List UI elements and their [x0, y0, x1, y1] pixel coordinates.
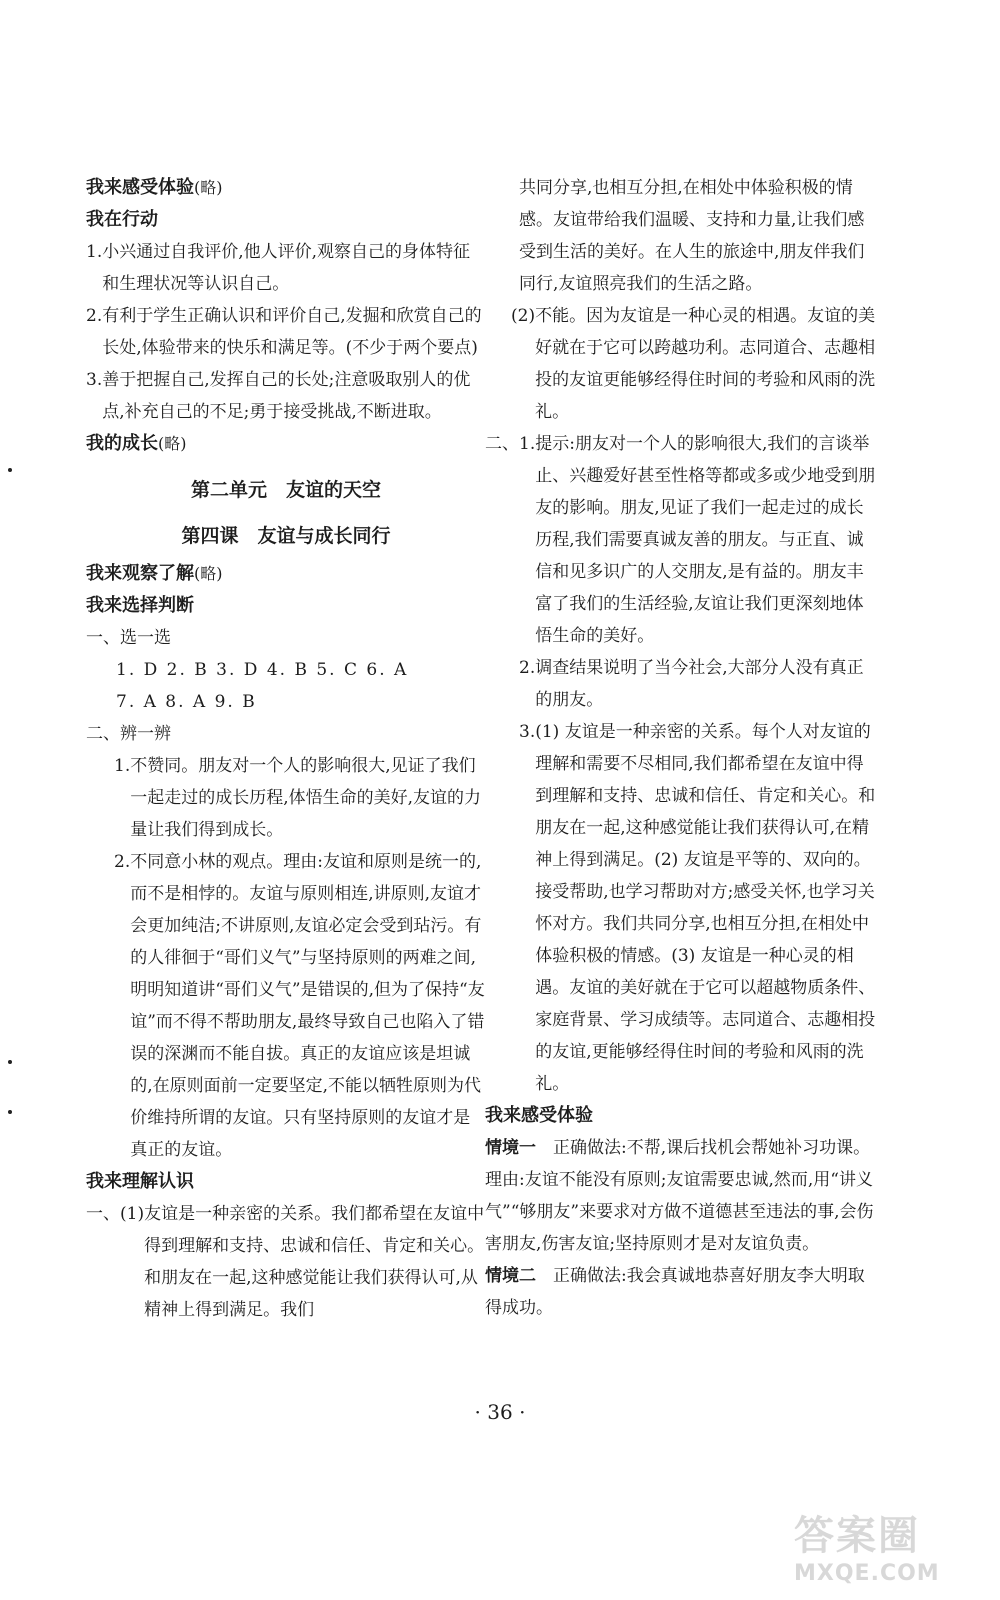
item-text: 友谊是一种亲密的关系。我们都希望在友谊中得到理解和支持、忠诚和信任、肯定和关心。和朋友在一起,这种感觉能让我们获得认可,从精神上得到满足。我们 — [144, 1204, 485, 1320]
list-item — [86, 750, 486, 846]
section-heading — [86, 172, 486, 204]
heading-note: (略) — [194, 564, 223, 583]
item-number: 2. — [114, 852, 131, 872]
item-text: 不能。因为友谊是一种心灵的相遇。友谊的美好就在于它可以跨越功利。志同道合、志趣相投的友谊更能够经得住时间的考验和风雨的洗礼。 — [535, 306, 876, 422]
item-number: 1. — [86, 242, 103, 262]
item-text: 调查结果说明了当今社会,大部分人没有真正的朋友。 — [535, 658, 864, 710]
section-heading: 我来选择判断 — [86, 595, 194, 616]
page-number: · 36 · — [474, 1400, 526, 1424]
paragraph: 共同分享,也相互分担,在相处中体验积极的情感。友谊带给我们温暖、支持和力量,让我们感受到生活的美好。在人生的旅途中,朋友伴我们同行,友谊照亮我们的生活之路。 — [519, 178, 865, 294]
item-text: 不同意小林的观点。理由:友谊和原则是统一的,而不是相悖的。友谊与原则相连,讲原则,友谊才会更加纯洁;不讲原则,友谊必定会受到玷污。有的人徘徊于“哥们义气”与坚持原则的两难之间,明明知道讲“哥们义气”是错误的,但为了保持“友谊”而不得不帮助朋友,最终导致自己也陷入了错误的深渊而不能自拔。真正的友谊应该是坦诚的,在原则面前一定要坚定,不能以牺牲原则为代价维持所谓的友谊。只有坚持原则的友谊才是真正的友谊。 — [130, 852, 485, 1160]
item-text: (1) 友谊是一种亲密的关系。每个人对友谊的理解和需要不尽相同,我们都希望在友谊中得到理解和支持、忠诚和信任、肯定和关心。和朋友在一起,这种感觉能让我们获得认可,在精神上得到满足。(2) 友谊是平等的、双向的。接受帮助,也学习帮助对方;感受关怀,也学习关怀对方。我们共同分享,也相互分担,在相处中体验积极的情感。(3) 友谊是一种心灵的相遇。友谊的美好就在于它可以超越物质条件、家庭背景、学习成绩等。志同道合、志趣相投的友谊,更能够经得住时间的考验和风雨的洗礼。 — [535, 722, 876, 1094]
item-number: (2) — [511, 306, 536, 326]
item-number: 二、1. — [485, 434, 536, 454]
item-number: 2. — [519, 658, 536, 678]
heading-note: (略) — [158, 434, 187, 453]
situation-label: 情境二 — [485, 1266, 536, 1286]
item-number: 2. — [86, 306, 103, 326]
list-item — [485, 652, 880, 716]
answer-line: 7. A 8. A 9. B — [116, 692, 257, 712]
list-item — [86, 846, 486, 1166]
section-heading — [86, 428, 486, 460]
item-number: 一、(1) — [86, 1204, 145, 1224]
list-item — [86, 236, 486, 300]
heading-text: 我的成长 — [86, 433, 158, 454]
watermark-text: 答案圈 — [794, 1513, 920, 1559]
answer-line: 1. D 2. B 3. D 4. B 5. C 6. A — [116, 660, 409, 680]
item-text: 小兴通过自我评价,他人评价,观察自己的身体特征和生理状况等认识自己。 — [102, 242, 471, 294]
item-number: 1. — [114, 756, 131, 776]
left-column — [86, 172, 486, 1326]
list-item — [86, 300, 486, 364]
section-heading — [86, 558, 486, 590]
list-item — [485, 716, 880, 1100]
subsection-label: 二、辨一辨 — [86, 724, 171, 744]
heading-text: 我来观察了解 — [86, 563, 194, 584]
situation-label: 情境一 — [485, 1138, 536, 1158]
list-item — [86, 1198, 486, 1326]
unit-title: 第二单元 友谊的天空 — [190, 479, 381, 501]
item-text: 提示:朋友对一个人的影响很大,我们的言谈举止、兴趣爱好甚至性格等都或多或少地受到朋友的影响。朋友,见证了我们一起走过的成长历程,我们需要真诚友善的朋友。与正直、诚信和见多识广的人交朋友,是有益的。朋友丰富了我们的生活经验,友谊让我们更深刻地体悟生命的美好。 — [535, 434, 876, 646]
section-heading: 我在行动 — [86, 209, 158, 230]
list-item — [86, 364, 486, 428]
item-text: 不赞同。朋友对一个人的影响很大,见证了我们一起走过的成长历程,体悟生命的美好,友谊的力量让我们得到成长。 — [130, 756, 482, 840]
list-item — [485, 428, 880, 652]
situation-two — [485, 1260, 880, 1324]
list-item — [485, 300, 880, 428]
margin-mark — [8, 1110, 12, 1114]
situation-text: 正确做法:我会真诚地恭喜好朋友李大明取得成功。 — [485, 1266, 865, 1318]
heading-note: (略) — [194, 178, 223, 197]
watermark-logo — [794, 1504, 974, 1586]
section-heading: 我来感受体验 — [485, 1105, 593, 1126]
right-column — [485, 172, 880, 1324]
subsection-label: 一、选一选 — [86, 628, 171, 648]
lesson-title: 第四课 友谊与成长同行 — [181, 525, 391, 547]
watermark-url: MXQE.COM — [794, 1561, 940, 1586]
heading-text: 我来感受体验 — [86, 177, 194, 198]
margin-mark — [8, 468, 12, 472]
section-heading: 我来理解认识 — [86, 1171, 194, 1192]
item-number: 3. — [86, 370, 103, 390]
item-text: 善于把握自己,发挥自己的长处;注意吸取别人的优点,补充自己的不足;勇于接受挑战,不断进取。 — [102, 370, 471, 422]
item-number: 3. — [519, 722, 536, 742]
item-text: 有利于学生正确认识和评价自己,发掘和欣赏自己的长处,体验带来的快乐和满足等。(不少于两个要点) — [102, 306, 482, 358]
situation-text: 正确做法:不帮,课后找机会帮她补习功课。 — [536, 1138, 871, 1158]
situation-one — [485, 1132, 880, 1164]
margin-mark — [8, 1060, 12, 1064]
reason-paragraph: 理由:友谊不能没有原则;友谊需要忠诚,然而,用“讲义气”“够朋友”来要求对方做不道德甚至违法的事,会伤害朋友,伤害友谊;坚持原则才是对友谊负责。 — [485, 1170, 874, 1254]
